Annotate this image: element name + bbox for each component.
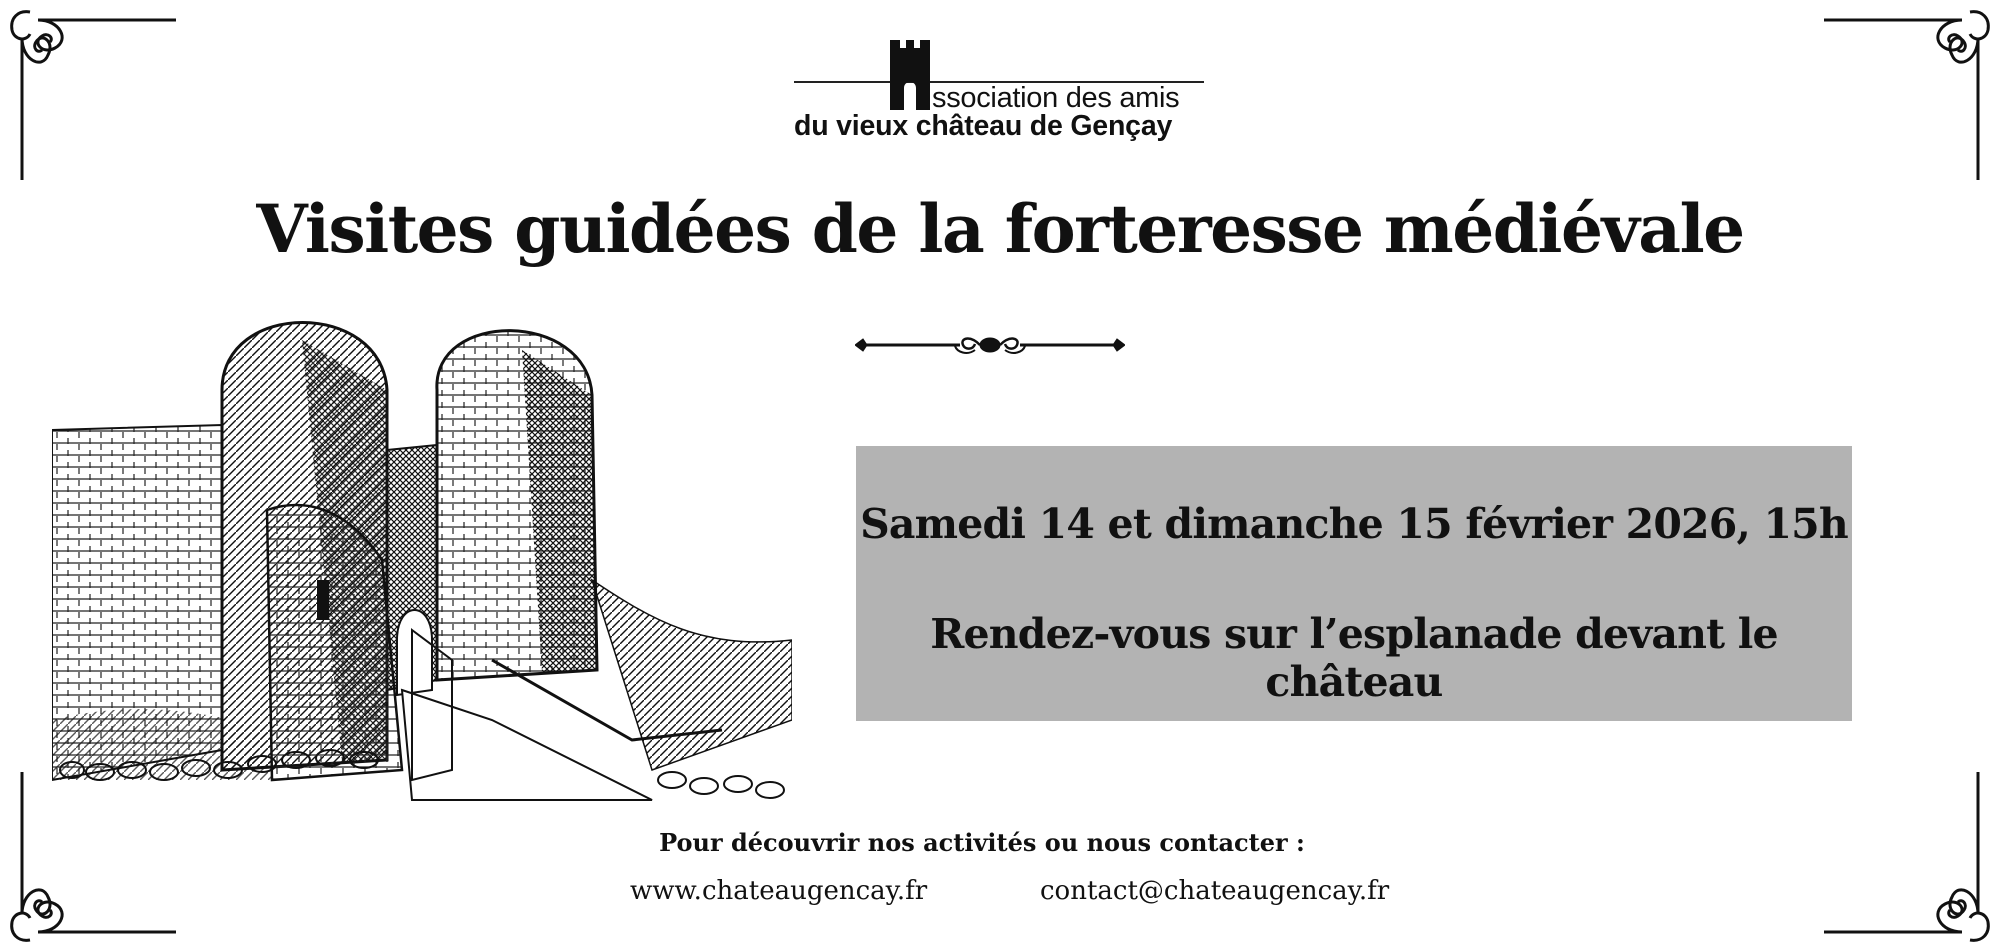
event-meeting-point: Rendez-vous sur l’esplanade devant le château: [930, 610, 1778, 706]
association-logo: [790, 38, 1210, 146]
page-title: Visites guidées de la forteresse médiévale: [256, 190, 1744, 268]
association-name-line2: du vieux château de Gençay: [794, 110, 1173, 142]
event-info-box: [856, 446, 1852, 721]
email-link[interactable]: contact@chateaugencay.fr: [1040, 876, 1390, 906]
association-name-line1: ssociation des amis: [932, 82, 1180, 114]
website-link[interactable]: www.chateaugencay.fr: [630, 876, 928, 906]
event-dates: Samedi 14 et dimanche 15 février 2026, 15h: [860, 500, 1848, 548]
corner-flourish-icon: [0, 0, 190, 190]
castle-tower-logo-icon: [880, 40, 940, 110]
castle-ruins-illustration: [52, 300, 792, 820]
ornamental-divider-icon: [855, 330, 1125, 360]
corner-flourish-icon: [1810, 762, 2000, 952]
corner-flourish-icon: [1810, 0, 2000, 190]
contact-heading: Pour découvrir nos activités ou nous contacter :: [659, 828, 1305, 857]
